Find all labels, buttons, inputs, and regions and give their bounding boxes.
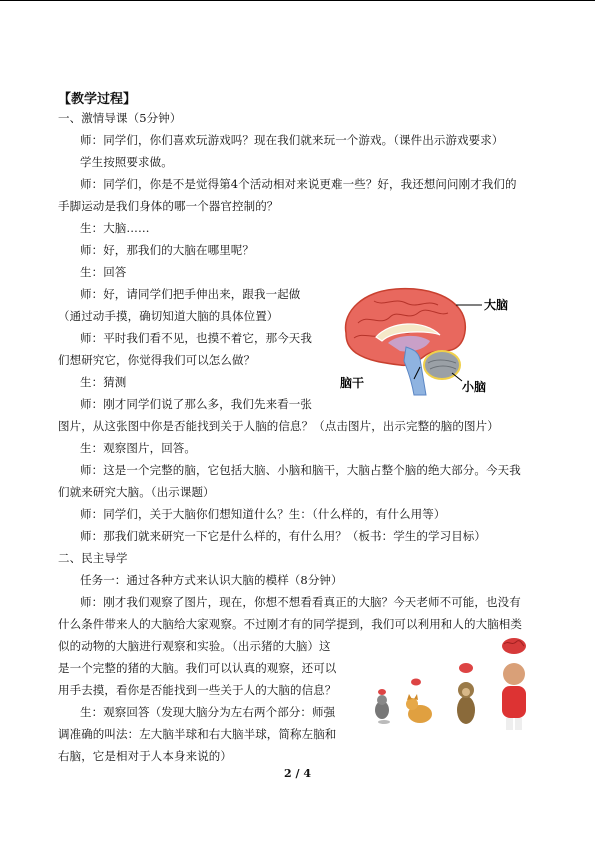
text-line: 任务一：通过各种方式来认识大脑的模样（8分钟）: [80, 573, 343, 587]
text-line: 们就来研究大脑。（出示课题）: [58, 485, 215, 499]
brain-diagram: [334, 283, 532, 398]
text-line: 生：回答: [80, 265, 127, 279]
cerebrum-label: 大脑: [484, 298, 509, 312]
text-line: 生：大脑……: [80, 221, 150, 235]
text-line: 生：观察回答（发现大脑分为左右两个部分：师强: [80, 705, 336, 719]
text-line: 用手去摸，看你是否能找到一些关于人的大脑的信息？: [58, 683, 337, 697]
text-line: （通过动手摸，确切知道大脑的具体位置）: [58, 309, 279, 323]
text-line: 学生按照要求做。: [80, 155, 173, 169]
monkey-icon: [457, 663, 475, 724]
text-line: 生：观察图片，回答。: [80, 441, 196, 455]
text-line: 什么条件带来人的大脑给大家观察。不过刚才有的同学提到，我们可以利用和人的大脑相类: [58, 617, 522, 631]
text-line: 二、民主导学: [58, 551, 128, 565]
text-line: 师：同学们，你是不是觉得第4个活动相对来说更难一些？好，我还想问问刚才我们的: [80, 177, 517, 191]
human-icon: [502, 638, 526, 730]
text-line: 右脑，它是相对于人本身来说的）: [58, 749, 232, 763]
animal-brains-illustration: [362, 634, 538, 734]
text-line: 师：好，那我们的大脑在哪里呢？: [80, 243, 254, 257]
cat-icon: [406, 679, 432, 724]
section-title: 【教学过程】: [58, 92, 137, 107]
text-line: 师：这是一个完整的脑，它包括大脑、小脑和脑干，大脑占整个脑的绝大部分。今天我: [80, 463, 521, 477]
text-line: 师：同学们，关于大脑你们想知道什么？生：（什么样的，有什么用等）: [80, 507, 446, 521]
cerebellum-label: 小脑: [462, 380, 487, 394]
brainstem-label: 脑干: [340, 376, 365, 390]
text-line: 图片，从这张图中你是否能找到关于人脑的信息？（点击图片，出示完整的脑的图片）: [58, 419, 499, 433]
text-line: 师：同学们，你们喜欢玩游戏吗？现在我们就来玩一个游戏。（课件出示游戏要求）: [80, 133, 504, 147]
text-line: 们想研究它，你觉得我们可以怎么做？: [58, 353, 256, 367]
text-line: 似的动物的大脑进行观察和实验。（出示猪的大脑）这: [58, 639, 331, 653]
text-line: 一、激情导课（5分钟）: [58, 111, 182, 125]
page-number: 2 / 4: [284, 767, 311, 780]
text-line: 生：猜测: [80, 375, 127, 389]
text-line: 师：那我们就来研究一下它是什么样的，有什么用？（板书：学生的学习目标）: [80, 529, 486, 543]
text-line: 师：平时我们看不见，也摸不着它，那今天我: [80, 331, 312, 345]
top-rule: [0, 0, 595, 1]
mouse-icon: [375, 689, 390, 724]
text-line: 师：刚才同学们说了那么多，我们先来看一张: [80, 397, 312, 411]
text-line: 是一个完整的猪的大脑。我们可以认真的观察，还可以: [58, 661, 337, 675]
text-line: 师：刚才我们观察了图片，现在，你想不想看看真正的大脑？今天老师不可能，也没有: [80, 595, 521, 609]
text-line: 调准确的叫法：左大脑半球和右大脑半球，简称左脑和: [58, 727, 337, 741]
text-line: 手脚运动是我们身体的哪一个器官控制的？: [58, 199, 279, 213]
text-line: 师：好，请同学们把手伸出来，跟我一起做: [80, 287, 301, 301]
